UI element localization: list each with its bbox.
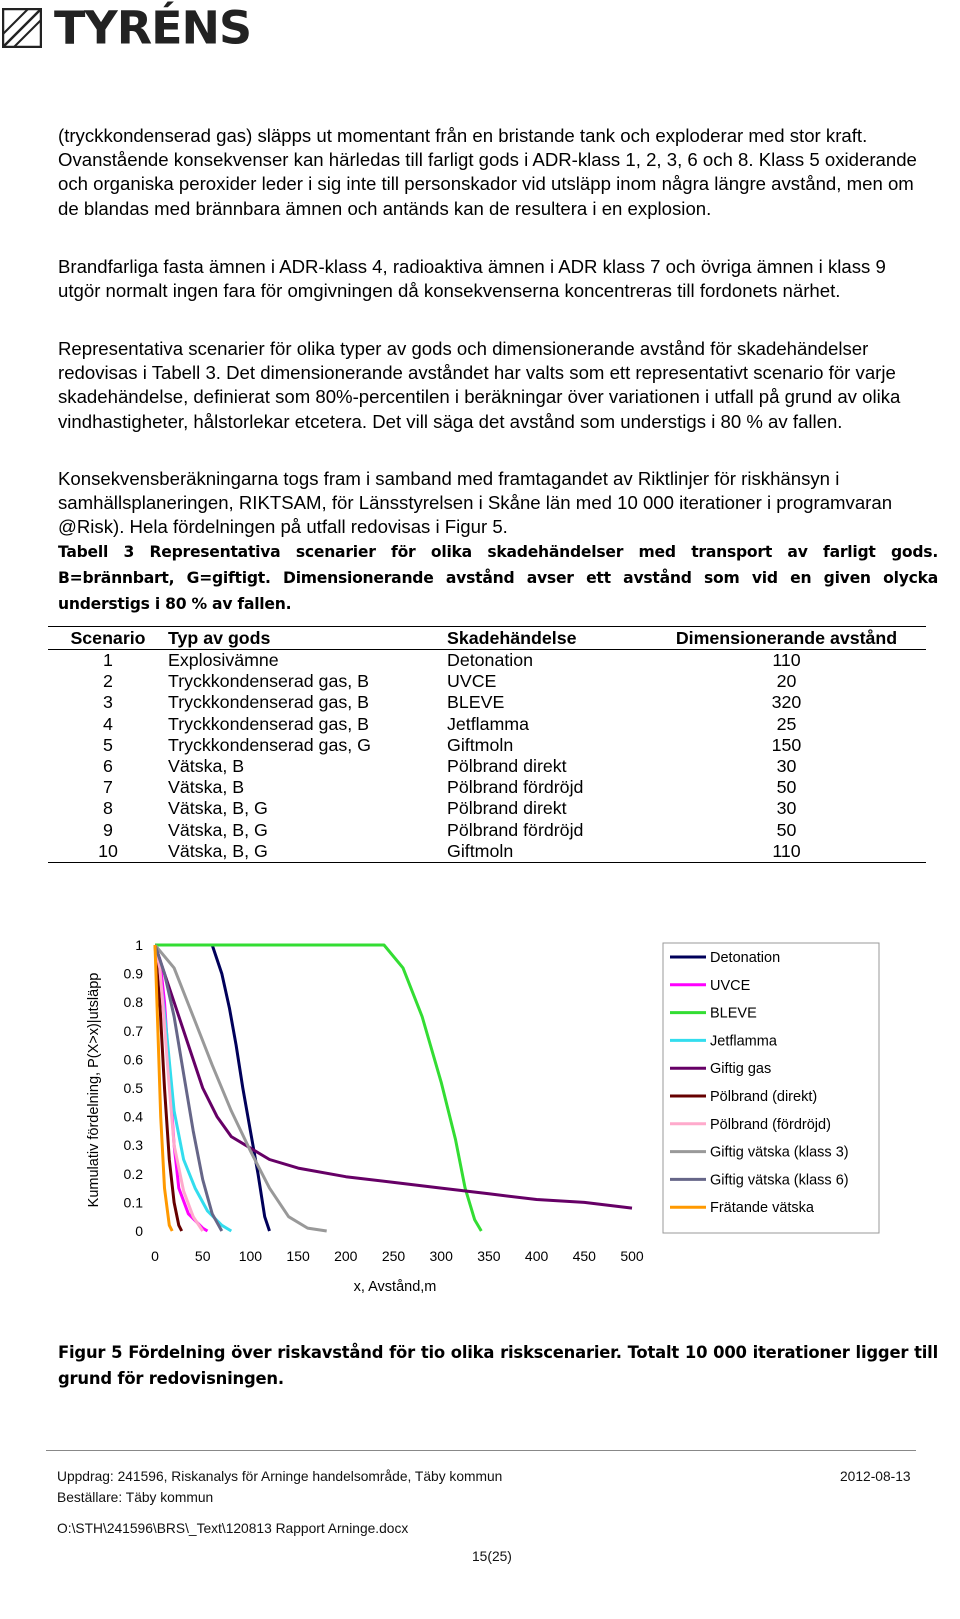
legend-label: Pölbrand (fördröjd) bbox=[710, 1116, 831, 1133]
chart-series bbox=[155, 945, 632, 1231]
paragraph-3 bbox=[58, 337, 930, 434]
y-tick-label: 1 bbox=[135, 937, 143, 953]
legend-label: Giftig vätska (klass 3) bbox=[710, 1144, 849, 1161]
header-scenario: Scenario bbox=[48, 627, 168, 650]
y-tick-label: 0.6 bbox=[123, 1051, 143, 1068]
cell-scenario: 1 bbox=[103, 650, 113, 671]
cell-design-distance: 30 bbox=[776, 756, 797, 777]
table-caption: Tabell 3 Representativa scenarier för olika skadehändelser med transport av farligt gods. B=brännbart, G=giftigt. Dimensionerande avstånd avser ett avstånd som vid en given olycka understigs i 80 % av fallen. bbox=[58, 543, 938, 613]
table-row bbox=[48, 841, 926, 863]
legend-label: Giftig vätska (klass 6) bbox=[710, 1172, 849, 1189]
cell-damage-event: UVCE bbox=[447, 671, 497, 692]
paragraph-1-text: (tryckkondenserad gas) släpps ut momentant från en bristande tank och exploderar med stor kraft. Ovanstående konsekvenser kan härledas till farligt gods i ADR-klass 1, 2, 3, 6 och 8. Klass 5 oxiderande och organiska peroxider leder i sig inte till personskador vid utsläpp inom några längre avstånd, men om de blandas med brännbara ämnen och antänds kan de resultera i en explosion. bbox=[58, 125, 917, 219]
cell-goods-type: Vätska, B, G bbox=[168, 798, 268, 819]
footer-divider bbox=[46, 1450, 916, 1451]
cell-goods-type: Tryckkondenserad gas, B bbox=[168, 692, 369, 713]
y-tick-label: 0.1 bbox=[123, 1194, 143, 1211]
x-tick-label: 200 bbox=[334, 1248, 358, 1264]
x-tick-label: 0 bbox=[151, 1248, 159, 1264]
table-row bbox=[48, 820, 926, 841]
x-tick-label: 350 bbox=[477, 1248, 501, 1264]
cell-design-distance: 25 bbox=[776, 713, 797, 734]
cell-damage-event: Detonation bbox=[447, 650, 534, 671]
scenario-table bbox=[48, 626, 926, 863]
cell-goods-type: Vätska, B, G bbox=[168, 819, 268, 840]
cell-scenario: 7 bbox=[103, 777, 113, 798]
cell-damage-event: Pölbrand fördröjd bbox=[447, 777, 584, 798]
legend-box bbox=[663, 943, 879, 1233]
y-tick-label: 0.9 bbox=[123, 965, 143, 982]
cell-goods-type: Vätska, B bbox=[168, 777, 245, 798]
legend-label: Detonation bbox=[710, 950, 781, 966]
legend-label: Pölbrand (direkt) bbox=[710, 1089, 818, 1105]
table-row bbox=[48, 735, 926, 756]
y-tick-label: 0.2 bbox=[123, 1165, 143, 1182]
cell-goods-type: Tryckkondenserad gas, G bbox=[168, 734, 371, 755]
legend-label: Jetflamma bbox=[710, 1033, 777, 1050]
table-header-row bbox=[48, 627, 926, 650]
x-tick-label: 150 bbox=[286, 1248, 310, 1264]
paragraph-4-text: Konsekvensberäkningarna togs fram i samband med framtagandet av Riktlinjer för riskhänsyn i samhällsplaneringen, RIKTSAM, för Länsstyrelsen i Skåne län med 10 000 iterationer i programvaran @Risk). Hela fördelningen på utfall redovisas i Figur 5. bbox=[58, 468, 893, 538]
cell-damage-event: Pölbrand direkt bbox=[447, 798, 567, 819]
footer-file-path: O:\STH\241596\BRS\_Text\120813 Rapport Arninge.docx bbox=[57, 1521, 409, 1536]
cell-goods-type: Vätska, B bbox=[168, 756, 245, 777]
logo-wordmark: TYRÉNS bbox=[54, 1, 252, 55]
footer-page-number: 15(25) bbox=[472, 1549, 512, 1564]
risk-distance-chart bbox=[0, 915, 960, 1315]
chart-legend bbox=[663, 943, 879, 1233]
paragraph-1 bbox=[58, 124, 930, 221]
chart-x-axis-label: x, Avstånd,m bbox=[353, 1279, 437, 1295]
legend-label: Frätande vätska bbox=[710, 1200, 814, 1217]
cell-scenario: 6 bbox=[103, 756, 113, 777]
cell-design-distance: 50 bbox=[776, 777, 797, 798]
x-tick-label: 500 bbox=[620, 1248, 644, 1264]
cell-scenario: 9 bbox=[103, 819, 113, 840]
y-tick-label: 0.7 bbox=[123, 1022, 143, 1039]
cell-scenario: 3 bbox=[103, 692, 113, 713]
legend-label: UVCE bbox=[710, 977, 751, 994]
header-damage-event: Skadehändelse bbox=[447, 627, 647, 650]
y-tick-label: 0 bbox=[135, 1223, 143, 1239]
cell-scenario: 4 bbox=[103, 713, 113, 734]
cell-scenario: 8 bbox=[103, 798, 113, 819]
cell-design-distance: 20 bbox=[776, 671, 797, 692]
figure-caption: Figur 5 Fördelning över riskavstånd för tio olika riskscenarier. Totalt 10 000 iterationer ligger till grund för redovisningen. bbox=[58, 1343, 938, 1388]
cell-design-distance: 30 bbox=[776, 798, 797, 819]
y-tick-label: 0.8 bbox=[123, 994, 143, 1011]
y-tick-label: 0.5 bbox=[123, 1080, 143, 1096]
chart-axes bbox=[124, 937, 644, 1264]
company-logo bbox=[0, 2, 260, 54]
series-line bbox=[155, 945, 327, 1231]
table-row bbox=[48, 798, 926, 819]
cell-damage-event: Giftmoln bbox=[447, 841, 647, 863]
x-tick-label: 400 bbox=[524, 1248, 549, 1264]
cell-damage-event: Pölbrand fördröjd bbox=[447, 819, 584, 840]
x-tick-label: 50 bbox=[194, 1248, 211, 1264]
cell-scenario: 5 bbox=[103, 734, 113, 755]
footer-client: Beställare: Täby kommun bbox=[57, 1490, 214, 1505]
cell-goods-type: Vätska, B, G bbox=[168, 841, 447, 863]
cell-damage-event: BLEVE bbox=[447, 692, 505, 713]
cell-design-distance: 320 bbox=[771, 692, 802, 713]
footer-date: 2012-08-13 bbox=[840, 1469, 911, 1484]
paragraph-2-text: Brandfarliga fasta ämnen i ADR-klass 4, radioaktiva ämnen i ADR klass 7 och övriga ämnen i klass 9 utgör normalt ingen fara för omgivningen då konsekvenserna koncentreras till fordonets närhet. bbox=[58, 256, 886, 302]
paragraph-4 bbox=[58, 467, 930, 540]
table-row bbox=[48, 692, 926, 713]
cell-goods-type: Tryckkondenserad gas, B bbox=[168, 713, 369, 734]
cell-design-distance: 50 bbox=[776, 819, 797, 840]
cell-goods-type: Explosivämne bbox=[168, 650, 279, 671]
table-row bbox=[48, 777, 926, 798]
header-design-distance: Dimensionerande avstånd bbox=[647, 627, 926, 650]
cell-design-distance: 150 bbox=[771, 734, 802, 755]
y-tick-label: 0.4 bbox=[123, 1108, 143, 1125]
series-line bbox=[155, 945, 632, 1208]
legend-label: BLEVE bbox=[710, 1005, 757, 1022]
footer-assignment: Uppdrag: 241596, Riskanalys för Arninge handelsområde, Täby kommun bbox=[57, 1469, 503, 1484]
cell-design-distance: 110 bbox=[772, 650, 801, 671]
cell-damage-event: Jetflamma bbox=[447, 713, 530, 734]
table-row bbox=[48, 671, 926, 692]
paragraph-3-text: Representativa scenarier för olika typer av gods och dimensionerande avstånd för skadehändelser redovisas i Tabell 3. Det dimensionerande avståndet har valts som ett representativt scenario för varje skadehändelse, definierat som 80%-percentilen i beräkningar över variationen i utfall på grund av olika vindhastigheter, hålstorlekar etcetera. Det vill säga det avstånd som understigs i 80 % av fallen. bbox=[58, 338, 901, 432]
cell-damage-event: Giftmoln bbox=[447, 734, 514, 755]
cell-goods-type: Tryckkondenserad gas, B bbox=[168, 671, 369, 692]
x-tick-label: 450 bbox=[572, 1248, 596, 1264]
tyrens-mark-icon bbox=[2, 8, 42, 48]
cell-scenario: 2 bbox=[103, 671, 113, 692]
cell-design-distance: 110 bbox=[647, 841, 926, 863]
chart-svg bbox=[0, 915, 960, 1315]
cell-damage-event: Pölbrand direkt bbox=[447, 756, 567, 777]
table-row bbox=[48, 714, 926, 735]
table-row bbox=[48, 650, 926, 672]
x-tick-label: 300 bbox=[429, 1248, 453, 1264]
cell-scenario: 10 bbox=[48, 841, 168, 863]
header-goods-type: Typ av gods bbox=[168, 627, 447, 650]
y-tick-label: 0.3 bbox=[123, 1137, 143, 1154]
chart-y-axis-label: Kumulativ fördelning, P(X>x)|utsläpp bbox=[86, 972, 102, 1208]
legend-label: Giftig gas bbox=[710, 1061, 772, 1078]
x-tick-label: 250 bbox=[381, 1248, 406, 1264]
table-row bbox=[48, 756, 926, 777]
x-tick-label: 100 bbox=[238, 1248, 263, 1264]
paragraph-2 bbox=[58, 255, 930, 303]
